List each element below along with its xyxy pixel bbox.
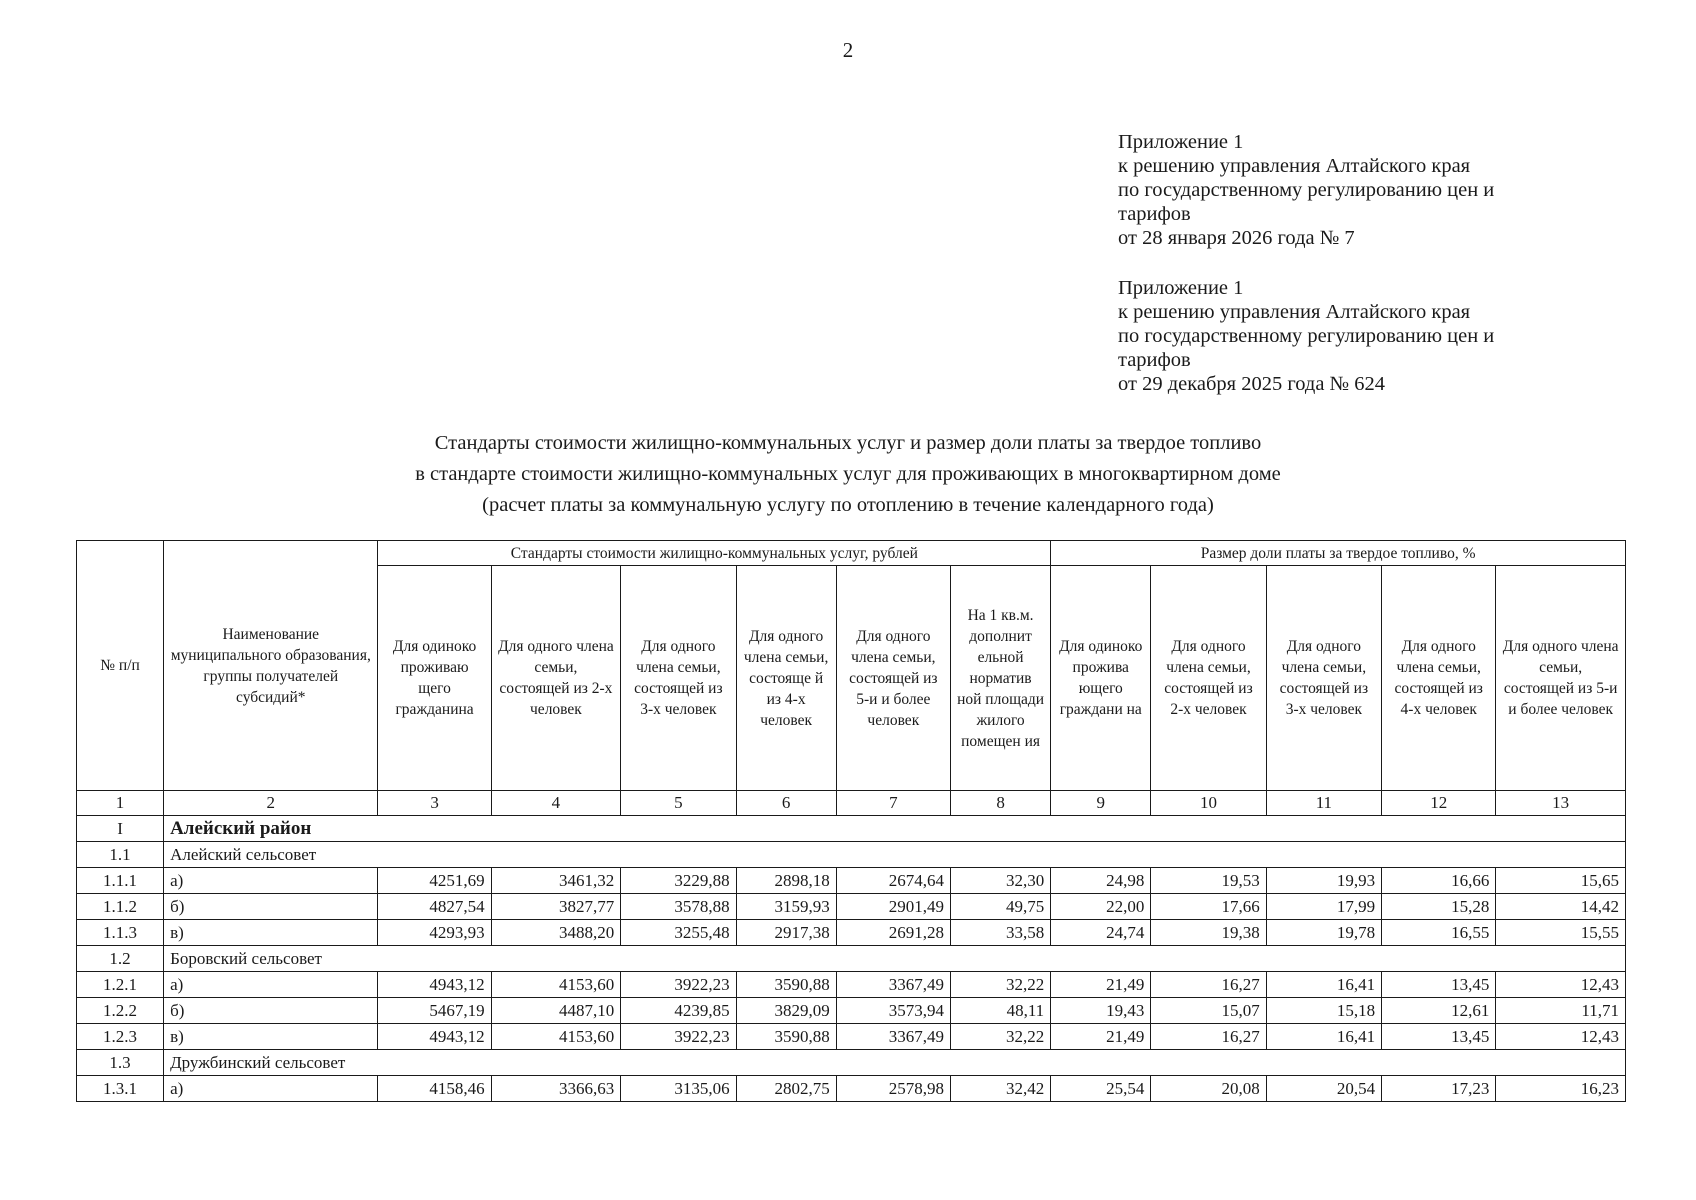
fuel-share-cell: 15,28 bbox=[1382, 894, 1496, 920]
fuel-share-cell: 19,93 bbox=[1266, 868, 1381, 894]
appendix-line: от 28 января 2026 года № 7 bbox=[1118, 227, 1355, 249]
standard-cost-cell: 4943,12 bbox=[378, 1024, 491, 1050]
fuel-share-cell: 19,43 bbox=[1051, 998, 1151, 1024]
column-header: Для одиноко прожива ющего граждани на bbox=[1051, 566, 1151, 791]
standard-cost-cell: 5467,19 bbox=[378, 998, 491, 1024]
recipient-group: а) bbox=[164, 972, 378, 998]
standard-cost-cell: 3922,23 bbox=[621, 972, 736, 998]
standard-cost-cell: 32,22 bbox=[950, 972, 1050, 998]
standard-cost-cell: 33,58 bbox=[950, 920, 1050, 946]
row-number: 1.1.1 bbox=[77, 868, 164, 894]
fuel-share-cell: 16,41 bbox=[1266, 972, 1381, 998]
title-line: (расчет платы за коммунальную услугу по отоплению в течение календарного года) bbox=[482, 494, 1214, 516]
document-title bbox=[0, 428, 1696, 521]
column-header: Для одного члена семьи, состояще й из 4-х человек bbox=[736, 566, 836, 791]
column-number: 7 bbox=[836, 791, 950, 816]
fuel-share-cell: 21,49 bbox=[1051, 972, 1151, 998]
council-name: Дружбинский сельсовет bbox=[164, 1050, 1626, 1076]
fuel-share-cell: 13,45 bbox=[1382, 972, 1496, 998]
council-name: Боровский сельсовет bbox=[164, 946, 1626, 972]
fuel-share-cell: 12,61 bbox=[1382, 998, 1496, 1024]
standard-cost-cell: 4153,60 bbox=[491, 972, 621, 998]
column-number: 3 bbox=[378, 791, 491, 816]
fuel-share-cell: 17,23 bbox=[1382, 1076, 1496, 1102]
column-number: 10 bbox=[1151, 791, 1266, 816]
appendix-block-current bbox=[1118, 130, 1494, 250]
fuel-share-cell: 25,54 bbox=[1051, 1076, 1151, 1102]
fuel-share-cell: 20,08 bbox=[1151, 1076, 1266, 1102]
standard-cost-cell: 48,11 bbox=[950, 998, 1050, 1024]
fuel-share-cell: 15,07 bbox=[1151, 998, 1266, 1024]
council-subsection-row bbox=[77, 1050, 1626, 1076]
title-line: в стандарте стоимости жилищно-коммунальных услуг для проживающих в многоквартирном доме bbox=[415, 463, 1281, 485]
column-number: 6 bbox=[736, 791, 836, 816]
row-number: 1.3 bbox=[77, 1050, 164, 1076]
standard-cost-cell: 3366,63 bbox=[491, 1076, 621, 1102]
row-number: 1.1.3 bbox=[77, 920, 164, 946]
column-header: Для одиноко проживаю щего гражданина bbox=[378, 566, 491, 791]
standard-cost-cell: 4293,93 bbox=[378, 920, 491, 946]
column-number: 8 bbox=[950, 791, 1050, 816]
appendix-line: по государственному регулированию цен и bbox=[1118, 179, 1495, 201]
row-number: 1.3.1 bbox=[77, 1076, 164, 1102]
standard-cost-cell: 2901,49 bbox=[836, 894, 950, 920]
fuel-share-cell: 16,55 bbox=[1382, 920, 1496, 946]
title-line: Стандарты стоимости жилищно-коммунальных услуг и размер доли платы за твердое топливо bbox=[434, 432, 1262, 454]
row-number: 1.2.2 bbox=[77, 998, 164, 1024]
fuel-share-cell: 13,45 bbox=[1382, 1024, 1496, 1050]
column-header: Для одного члена семьи, состоящей из 5-и и более человек bbox=[836, 566, 950, 791]
standard-cost-cell: 4153,60 bbox=[491, 1024, 621, 1050]
standard-cost-cell: 32,42 bbox=[950, 1076, 1050, 1102]
council-subsection-row bbox=[77, 842, 1626, 868]
header-num: № п/п bbox=[77, 541, 164, 791]
column-number: 13 bbox=[1496, 791, 1626, 816]
header-name: Наименование муниципального образования, группы получателей субсидий* bbox=[164, 541, 378, 791]
standard-cost-cell: 32,22 bbox=[950, 1024, 1050, 1050]
standard-cost-cell: 4487,10 bbox=[491, 998, 621, 1024]
column-number: 4 bbox=[491, 791, 621, 816]
fuel-share-cell: 15,55 bbox=[1496, 920, 1626, 946]
standards-table bbox=[76, 540, 1626, 1102]
appendix-line: Приложение 1 bbox=[1118, 131, 1244, 153]
appendix-line: тарифов bbox=[1118, 203, 1191, 225]
row-number: I bbox=[77, 816, 164, 842]
standard-cost-cell: 49,75 bbox=[950, 894, 1050, 920]
row-number: 1.2 bbox=[77, 946, 164, 972]
appendix-line: Приложение 1 bbox=[1118, 277, 1244, 299]
fuel-share-cell: 15,18 bbox=[1266, 998, 1381, 1024]
standard-cost-cell: 2691,28 bbox=[836, 920, 950, 946]
recipient-group: в) bbox=[164, 1024, 378, 1050]
fuel-share-cell: 24,74 bbox=[1051, 920, 1151, 946]
fuel-share-cell: 19,53 bbox=[1151, 868, 1266, 894]
standard-cost-cell: 3461,32 bbox=[491, 868, 621, 894]
row-number: 1.2.1 bbox=[77, 972, 164, 998]
standard-cost-cell: 4239,85 bbox=[621, 998, 736, 1024]
appendix-line: к решению управления Алтайского края bbox=[1118, 301, 1471, 323]
header-group-share: Размер доли платы за твердое топливо, % bbox=[1051, 541, 1626, 566]
district-section-row bbox=[77, 816, 1626, 842]
column-number: 5 bbox=[621, 791, 736, 816]
fuel-share-cell: 22,00 bbox=[1051, 894, 1151, 920]
fuel-share-cell: 15,65 bbox=[1496, 868, 1626, 894]
table-row bbox=[77, 998, 1626, 1024]
page-number: 2 bbox=[842, 38, 854, 62]
fuel-share-cell: 16,66 bbox=[1382, 868, 1496, 894]
column-header: Для одного члена семьи, состоящей из 3-х человек bbox=[621, 566, 736, 791]
standard-cost-cell: 3488,20 bbox=[491, 920, 621, 946]
table-row bbox=[77, 972, 1626, 998]
appendix-line: по государственному регулированию цен и bbox=[1118, 325, 1495, 347]
row-number: 1.2.3 bbox=[77, 1024, 164, 1050]
fuel-share-cell: 19,38 bbox=[1151, 920, 1266, 946]
fuel-share-cell: 12,43 bbox=[1496, 972, 1626, 998]
standard-cost-cell: 4827,54 bbox=[378, 894, 491, 920]
appendix-block-previous bbox=[1118, 276, 1494, 396]
standard-cost-cell: 3827,77 bbox=[491, 894, 621, 920]
column-header: Для одного члена семьи, состоящей из 5-и и более человек bbox=[1496, 566, 1626, 791]
standard-cost-cell: 3367,49 bbox=[836, 972, 950, 998]
standard-cost-cell: 2578,98 bbox=[836, 1076, 950, 1102]
table-row bbox=[77, 1076, 1626, 1102]
fuel-share-cell: 24,98 bbox=[1051, 868, 1151, 894]
column-number: 11 bbox=[1266, 791, 1381, 816]
table-row bbox=[77, 894, 1626, 920]
table-body bbox=[77, 816, 1626, 1102]
fuel-share-cell: 16,27 bbox=[1151, 972, 1266, 998]
standard-cost-cell: 32,30 bbox=[950, 868, 1050, 894]
fuel-share-cell: 20,54 bbox=[1266, 1076, 1381, 1102]
recipient-group: а) bbox=[164, 1076, 378, 1102]
appendix-line: тарифов bbox=[1118, 349, 1191, 371]
standard-cost-cell: 4251,69 bbox=[378, 868, 491, 894]
column-number: 12 bbox=[1382, 791, 1496, 816]
standard-cost-cell: 3229,88 bbox=[621, 868, 736, 894]
fuel-share-cell: 16,27 bbox=[1151, 1024, 1266, 1050]
standard-cost-cell: 3590,88 bbox=[736, 972, 836, 998]
recipient-group: а) bbox=[164, 868, 378, 894]
fuel-share-cell: 17,99 bbox=[1266, 894, 1381, 920]
column-header: Для одного члена семьи, состоящей из 2-х человек bbox=[1151, 566, 1266, 791]
column-number: 9 bbox=[1051, 791, 1151, 816]
standard-cost-cell: 4158,46 bbox=[378, 1076, 491, 1102]
appendix-line: от 29 декабря 2025 года № 624 bbox=[1118, 373, 1385, 395]
column-number: 1 bbox=[77, 791, 164, 816]
district-name-text: Алейский район bbox=[170, 817, 312, 839]
standard-cost-cell: 2898,18 bbox=[736, 868, 836, 894]
recipient-group: в) bbox=[164, 920, 378, 946]
standard-cost-cell: 2802,75 bbox=[736, 1076, 836, 1102]
table-row bbox=[77, 868, 1626, 894]
standard-cost-cell: 3829,09 bbox=[736, 998, 836, 1024]
header-group-standards: Стандарты стоимости жилищно-коммунальных услуг, рублей bbox=[378, 541, 1051, 566]
standard-cost-cell: 3590,88 bbox=[736, 1024, 836, 1050]
standard-cost-cell: 3367,49 bbox=[836, 1024, 950, 1050]
fuel-share-cell: 11,71 bbox=[1496, 998, 1626, 1024]
row-number: 1.1.2 bbox=[77, 894, 164, 920]
column-number: 2 bbox=[164, 791, 378, 816]
standard-cost-cell: 3135,06 bbox=[621, 1076, 736, 1102]
fuel-share-cell: 19,78 bbox=[1266, 920, 1381, 946]
standard-cost-cell: 3159,93 bbox=[736, 894, 836, 920]
row-number: 1.1 bbox=[77, 842, 164, 868]
standard-cost-cell: 3255,48 bbox=[621, 920, 736, 946]
standard-cost-cell: 4943,12 bbox=[378, 972, 491, 998]
fuel-share-cell: 12,43 bbox=[1496, 1024, 1626, 1050]
table-row bbox=[77, 920, 1626, 946]
standard-cost-cell: 2917,38 bbox=[736, 920, 836, 946]
standard-cost-cell: 3922,23 bbox=[621, 1024, 736, 1050]
table-row bbox=[77, 1024, 1626, 1050]
column-header: Для одного члена семьи, состоящей из 2-х человек bbox=[491, 566, 621, 791]
column-number-row bbox=[77, 791, 1626, 816]
column-header: На 1 кв.м. дополнит ельной норматив ной площади жилого помещен ия bbox=[950, 566, 1050, 791]
column-header: Для одного члена семьи, состоящей из 4-х человек bbox=[1382, 566, 1496, 791]
fuel-share-cell: 16,41 bbox=[1266, 1024, 1381, 1050]
fuel-share-cell: 14,42 bbox=[1496, 894, 1626, 920]
standard-cost-cell: 2674,64 bbox=[836, 868, 950, 894]
fuel-share-cell: 21,49 bbox=[1051, 1024, 1151, 1050]
standard-cost-cell: 3573,94 bbox=[836, 998, 950, 1024]
recipient-group: б) bbox=[164, 894, 378, 920]
recipient-group: б) bbox=[164, 998, 378, 1024]
standard-cost-cell: 3578,88 bbox=[621, 894, 736, 920]
council-subsection-row bbox=[77, 946, 1626, 972]
fuel-share-cell: 16,23 bbox=[1496, 1076, 1626, 1102]
district-name bbox=[164, 816, 1626, 842]
column-header: Для одного члена семьи, состоящей из 3-х человек bbox=[1266, 566, 1381, 791]
council-name: Алейский сельсовет bbox=[164, 842, 1626, 868]
appendix-line: к решению управления Алтайского края bbox=[1118, 155, 1471, 177]
fuel-share-cell: 17,66 bbox=[1151, 894, 1266, 920]
